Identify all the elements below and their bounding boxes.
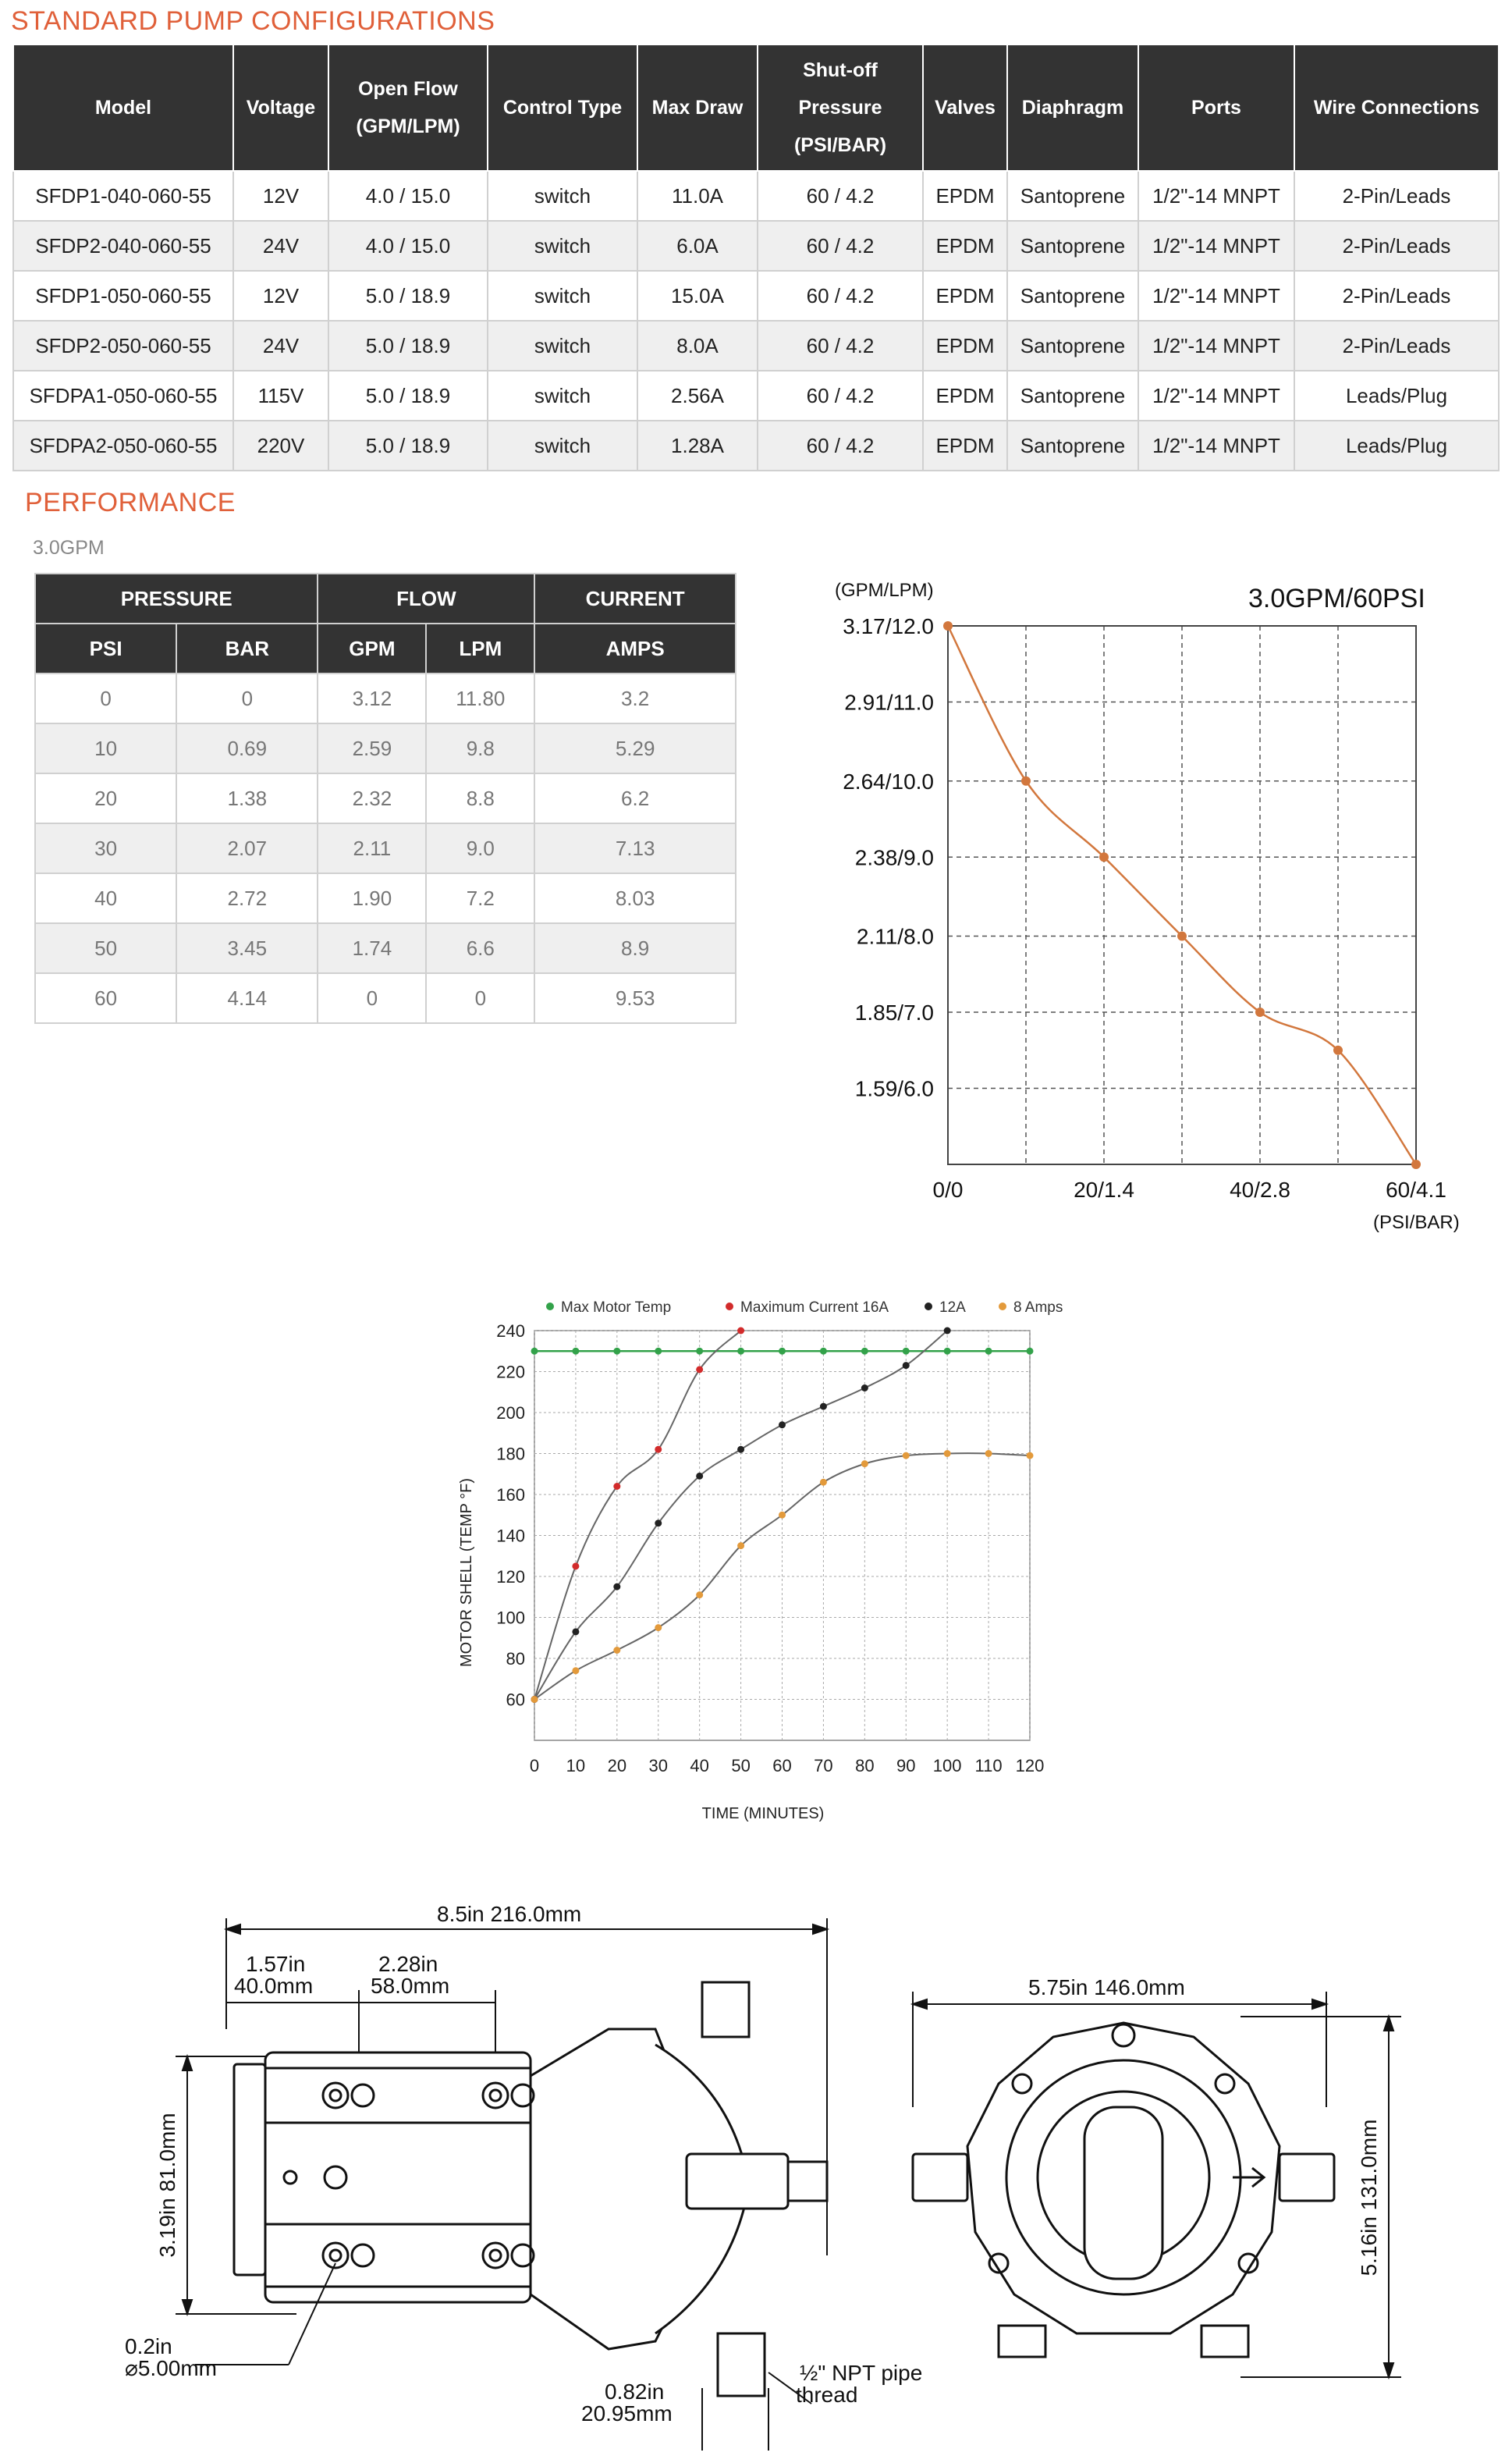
temp-chart-ylabel: MOTOR SHELL (TEMP °F) (458, 1477, 475, 1668)
perf-cell: 6.6 (426, 923, 534, 973)
perf-cell: 6.2 (534, 773, 736, 823)
flow-data-point (1099, 852, 1109, 862)
perf-cell: 3.2 (534, 674, 736, 723)
side-d2-in: 2.28in (378, 1952, 438, 1976)
side-d2-mm: 58.0mm (371, 1974, 450, 1998)
config-row (13, 271, 1499, 321)
perf-cell: 0 (426, 973, 534, 1023)
config-cell: Santoprene (1007, 421, 1138, 471)
temp-data-point (944, 1450, 951, 1457)
config-cell: 2.56A (637, 371, 758, 421)
config-col-header-line: Valves (935, 97, 996, 119)
config-cell: 5.0 / 18.9 (328, 321, 488, 371)
pump-side-view-drawing (109, 1889, 923, 2451)
temp-data-point (655, 1624, 662, 1631)
side-thread-line2: thread (796, 2383, 858, 2407)
perf-sub-header: GPM (318, 624, 426, 674)
perf-row (35, 674, 736, 723)
config-cell: 5.0 / 18.9 (328, 271, 488, 321)
config-col-header-line: Voltage (246, 97, 316, 119)
temp-data-point (531, 1696, 538, 1703)
temp-data-point (944, 1348, 951, 1355)
temp-legend-label: 12A (939, 1299, 966, 1316)
perf-cell: 2.59 (318, 723, 426, 773)
perf-row (35, 773, 736, 823)
temp-legend-marker (726, 1303, 733, 1310)
temp-y-tick-label: 60 (506, 1690, 525, 1710)
config-cell: 15.0A (637, 271, 758, 321)
config-cell: 5.0 / 18.9 (328, 421, 488, 471)
config-cell: 4.0 / 15.0 (328, 171, 488, 221)
flow-y-tick-label: 2.64/10.0 (843, 769, 934, 794)
perf-cell: 20 (35, 773, 176, 823)
config-cell: 11.0A (637, 171, 758, 221)
config-cell: Leads/Plug (1294, 371, 1499, 421)
config-cell: EPDM (923, 221, 1007, 271)
perf-sub-header: PSI (35, 624, 176, 674)
config-cell: 1/2"-14 MNPT (1138, 371, 1294, 421)
temp-data-point (737, 1542, 744, 1549)
config-cell: 60 / 4.2 (758, 421, 923, 471)
temp-x-tick-label: 80 (855, 1756, 875, 1775)
config-cell: 2-Pin/Leads (1294, 221, 1499, 271)
temp-data-point (572, 1348, 579, 1355)
perf-cell: 3.12 (318, 674, 426, 723)
config-col-header-line: (PSI/BAR) (793, 134, 887, 156)
side-overall-length: 8.5in 216.0mm (437, 1902, 582, 1926)
temp-y-tick-label: 240 (496, 1321, 525, 1341)
flow-data-point (1255, 1008, 1265, 1017)
config-cell: 60 / 4.2 (758, 171, 923, 221)
temp-y-tick-label: 160 (496, 1485, 525, 1505)
flow-y-tick-label: 1.85/7.0 (854, 1000, 934, 1025)
temp-data-point (613, 1348, 620, 1355)
perf-cell: 7.2 (426, 873, 534, 923)
config-cell: EPDM (923, 421, 1007, 471)
temp-x-tick-label: 50 (731, 1756, 751, 1775)
config-cell: 24V (233, 221, 328, 271)
temp-data-point (779, 1512, 786, 1519)
perf-cell: 60 (35, 973, 176, 1023)
perf-cell: 7.13 (534, 823, 736, 873)
temp-data-point (696, 1366, 703, 1373)
perf-cell: 0 (35, 674, 176, 723)
pump-front-view-drawing (897, 1951, 1412, 2388)
flow-y-tick-label: 2.38/9.0 (854, 845, 934, 870)
config-col-header (328, 44, 488, 171)
temp-data-point (613, 1647, 620, 1654)
perf-cell: 9.8 (426, 723, 534, 773)
temp-data-point (820, 1403, 827, 1410)
temp-data-point (613, 1483, 620, 1490)
perf-row (35, 723, 736, 773)
config-cell: 2-Pin/Leads (1294, 171, 1499, 221)
temp-x-tick-label: 120 (1015, 1756, 1045, 1775)
perf-cell: 2.72 (176, 873, 318, 923)
temp-data-point (1027, 1348, 1034, 1355)
side-port-in: 0.82in (605, 2379, 665, 2404)
config-cell: switch (488, 171, 637, 221)
config-cell: Santoprene (1007, 171, 1138, 221)
side-hole-in: 0.2in (125, 2334, 172, 2358)
temp-x-tick-label: 100 (932, 1756, 962, 1775)
temp-data-point (861, 1384, 868, 1391)
config-cell: SFDP1-050-060-55 (13, 271, 233, 321)
temp-x-tick-label: 90 (896, 1756, 916, 1775)
temp-data-point (861, 1348, 868, 1355)
perf-cell: 8.8 (426, 773, 534, 823)
flow-x-tick-label: 40/2.8 (1230, 1178, 1290, 1202)
config-col-header-line: Pressure (798, 97, 882, 119)
temp-legend-marker (999, 1303, 1006, 1310)
side-port-mm: 20.95mm (581, 2401, 673, 2426)
performance-subtitle: 3.0GPM (33, 537, 105, 559)
perf-sub-header: BAR (176, 624, 318, 674)
config-col-header-line: Shut-off (803, 59, 878, 81)
temp-data-point (1027, 1452, 1034, 1459)
config-col-header (488, 44, 637, 171)
config-cell: SFDPA2-050-060-55 (13, 421, 233, 471)
config-row (13, 171, 1499, 221)
config-col-header-line: Model (94, 97, 152, 119)
flow-y-tick-label: 2.11/8.0 (856, 924, 934, 949)
config-col-header-line: Control Type (502, 97, 623, 119)
perf-row (35, 973, 736, 1023)
temp-y-tick-label: 100 (496, 1608, 525, 1628)
temp-data-point (696, 1591, 703, 1598)
perf-cell: 9.0 (426, 823, 534, 873)
config-col-header-line: Ports (1191, 97, 1241, 119)
temp-data-point (655, 1519, 662, 1526)
temp-data-point (985, 1450, 992, 1457)
config-cell: Santoprene (1007, 321, 1138, 371)
config-cell: 24V (233, 321, 328, 371)
flow-y-tick-label: 2.91/11.0 (844, 690, 934, 715)
temp-data-point (655, 1348, 662, 1355)
front-height: 5.16in 131.0mm (1357, 2119, 1381, 2276)
config-cell: switch (488, 371, 637, 421)
config-row (13, 371, 1499, 421)
side-d1-mm: 40.0mm (234, 1974, 314, 1998)
config-col-header (1007, 44, 1138, 171)
perf-cell: 0 (176, 674, 318, 723)
temp-x-tick-label: 70 (814, 1756, 833, 1775)
perf-group-header: FLOW (318, 574, 534, 624)
perf-sub-header: AMPS (534, 624, 736, 674)
performance-sub-header-row (35, 624, 736, 674)
perf-cell: 5.29 (534, 723, 736, 773)
temp-y-tick-label: 80 (506, 1649, 525, 1669)
config-row (13, 221, 1499, 271)
config-cell: 60 / 4.2 (758, 271, 923, 321)
perf-row (35, 873, 736, 923)
config-cell: 220V (233, 421, 328, 471)
flow-data-point (1177, 932, 1187, 941)
config-cell: 1.28A (637, 421, 758, 471)
config-cell: SFDPA1-050-060-55 (13, 371, 233, 421)
temp-data-point (737, 1446, 744, 1453)
performance-section-title: PERFORMANCE (25, 488, 236, 517)
temp-legend-marker (925, 1303, 932, 1310)
temp-data-point (572, 1628, 579, 1635)
temp-data-point (985, 1348, 992, 1355)
config-col-header (923, 44, 1007, 171)
config-col-header-line: Wire Connections (1313, 97, 1480, 119)
pump-front-body (913, 2023, 1334, 2357)
temp-data-point (531, 1348, 538, 1355)
temp-data-point (779, 1348, 786, 1355)
config-section-title: STANDARD PUMP CONFIGURATIONS (11, 6, 495, 36)
perf-cell: 8.9 (534, 923, 736, 973)
temp-data-point (696, 1473, 703, 1480)
perf-cell: 2.11 (318, 823, 426, 873)
flow-chart-ylabel: (GPM/LPM) (835, 580, 934, 601)
config-col-header (13, 44, 233, 171)
config-cell: SFDP1-040-060-55 (13, 171, 233, 221)
config-cell: 1/2"-14 MNPT (1138, 171, 1294, 221)
flow-vs-pressure-chart (827, 570, 1482, 1241)
temp-data-point (737, 1327, 744, 1335)
config-cell: Santoprene (1007, 371, 1138, 421)
temp-legend-marker (546, 1303, 554, 1310)
temp-data-point (944, 1327, 951, 1335)
perf-cell: 2.32 (318, 773, 426, 823)
flow-chart-xlabel: (PSI/BAR) (1373, 1212, 1460, 1233)
config-col-header-line: Open Flow (358, 78, 458, 100)
temp-data-point (655, 1446, 662, 1453)
config-cell: Santoprene (1007, 221, 1138, 271)
perf-row (35, 823, 736, 873)
temp-data-point (779, 1421, 786, 1428)
performance-table (34, 573, 736, 1024)
flow-data-point (943, 621, 953, 631)
side-thread-line1: ½" NPT pipe (800, 2361, 923, 2385)
config-cell: 115V (233, 371, 328, 421)
perf-cell: 30 (35, 823, 176, 873)
perf-cell: 0 (318, 973, 426, 1023)
config-cell: 12V (233, 271, 328, 321)
config-cell: 1/2"-14 MNPT (1138, 271, 1294, 321)
flow-data-point (1411, 1160, 1421, 1169)
config-col-header (1294, 44, 1499, 171)
flow-x-tick-label: 60/4.1 (1386, 1178, 1446, 1202)
temp-x-tick-label: 10 (566, 1756, 586, 1775)
config-cell: 4.0 / 15.0 (328, 221, 488, 271)
config-cell: 12V (233, 171, 328, 221)
perf-group-header: CURRENT (534, 574, 736, 624)
temp-y-tick-label: 180 (496, 1444, 525, 1464)
config-cell: EPDM (923, 371, 1007, 421)
config-col-header-line: (GPM/LPM) (356, 116, 460, 137)
temp-x-tick-label: 110 (974, 1756, 1003, 1775)
config-cell: EPDM (923, 321, 1007, 371)
config-cell: SFDP2-040-060-55 (13, 221, 233, 271)
config-cell: 8.0A (637, 321, 758, 371)
pump-config-table (12, 44, 1500, 471)
temp-y-tick-label: 140 (496, 1526, 525, 1546)
temp-y-tick-label: 220 (496, 1362, 525, 1382)
temp-legend-label: Max Motor Temp (561, 1299, 672, 1316)
config-row (13, 421, 1499, 471)
perf-cell: 9.53 (534, 973, 736, 1023)
config-row (13, 321, 1499, 371)
temp-data-point (903, 1362, 910, 1369)
perf-cell: 1.38 (176, 773, 318, 823)
config-cell: 2-Pin/Leads (1294, 271, 1499, 321)
perf-sub-header: LPM (426, 624, 534, 674)
config-cell: Santoprene (1007, 271, 1138, 321)
temp-chart-xlabel: TIME (MINUTES) (701, 1805, 825, 1822)
temp-data-point (820, 1348, 827, 1355)
temp-data-point (613, 1583, 620, 1590)
flow-x-tick-label: 20/1.4 (1074, 1178, 1134, 1202)
perf-cell: 1.74 (318, 923, 426, 973)
temp-x-tick-label: 30 (648, 1756, 668, 1775)
config-cell: 60 / 4.2 (758, 221, 923, 271)
flow-data-point (1333, 1046, 1343, 1055)
config-cell: switch (488, 221, 637, 271)
config-col-header-line: Max Draw (651, 97, 744, 119)
perf-group-header: PRESSURE (35, 574, 318, 624)
config-col-header (758, 44, 923, 171)
perf-cell: 0.69 (176, 723, 318, 773)
config-cell: EPDM (923, 171, 1007, 221)
temp-legend-label: 8 Amps (1013, 1299, 1063, 1316)
flow-x-tick-label: 0/0 (932, 1178, 964, 1202)
config-cell: EPDM (923, 271, 1007, 321)
flow-y-tick-label: 1.59/6.0 (854, 1076, 934, 1101)
config-cell: Leads/Plug (1294, 421, 1499, 471)
temp-x-tick-label: 0 (529, 1756, 540, 1775)
motor-temp-chart (437, 1288, 1061, 1834)
perf-cell: 1.90 (318, 873, 426, 923)
temp-data-point (903, 1452, 910, 1459)
temp-data-point (572, 1562, 579, 1569)
config-col-header-line: Diaphragm (1021, 97, 1124, 119)
pump-side-body (234, 1982, 827, 2396)
perf-cell: 40 (35, 873, 176, 923)
perf-cell: 2.07 (176, 823, 318, 873)
flow-y-tick-label: 3.17/12.0 (843, 614, 934, 638)
side-d1-in: 1.57in (246, 1952, 306, 1976)
side-hole-mm: ⌀5.00mm (125, 2356, 218, 2380)
config-cell: 60 / 4.2 (758, 321, 923, 371)
perf-cell: 10 (35, 723, 176, 773)
flow-chart-title: 3.0GPM/60PSI (1248, 584, 1425, 613)
config-cell: 1/2"-14 MNPT (1138, 221, 1294, 271)
temp-y-tick-label: 200 (496, 1403, 525, 1423)
perf-cell: 50 (35, 923, 176, 973)
config-col-header (637, 44, 758, 171)
config-cell: 60 / 4.2 (758, 371, 923, 421)
temp-data-point (737, 1348, 744, 1355)
config-cell: 1/2"-14 MNPT (1138, 321, 1294, 371)
perf-cell: 8.03 (534, 873, 736, 923)
flow-data-point (1021, 777, 1031, 786)
config-col-header (1138, 44, 1294, 171)
temp-data-point (572, 1667, 579, 1674)
temp-x-tick-label: 40 (690, 1756, 709, 1775)
temp-data-point (696, 1348, 703, 1355)
config-cell: 6.0A (637, 221, 758, 271)
config-cell: 5.0 / 18.9 (328, 371, 488, 421)
perf-row (35, 923, 736, 973)
temp-legend-label: Maximum Current 16A (740, 1299, 889, 1316)
perf-cell: 11.80 (426, 674, 534, 723)
config-col-header (233, 44, 328, 171)
perf-cell: 3.45 (176, 923, 318, 973)
config-cell: SFDP2-050-060-55 (13, 321, 233, 371)
temp-y-tick-label: 120 (496, 1567, 525, 1587)
config-cell: 2-Pin/Leads (1294, 321, 1499, 371)
temp-x-tick-label: 20 (607, 1756, 627, 1775)
config-cell: switch (488, 321, 637, 371)
temp-data-point (903, 1348, 910, 1355)
temp-data-point (820, 1479, 827, 1486)
config-cell: 1/2"-14 MNPT (1138, 421, 1294, 471)
side-height: 3.19in 81.0mm (155, 2113, 179, 2258)
config-cell: switch (488, 271, 637, 321)
config-header-row (13, 44, 1499, 171)
config-cell: switch (488, 421, 637, 471)
performance-group-header-row (35, 574, 736, 624)
temp-x-tick-label: 60 (772, 1756, 792, 1775)
front-width: 5.75in 146.0mm (1028, 1975, 1185, 1999)
perf-cell: 4.14 (176, 973, 318, 1023)
temp-data-point (861, 1460, 868, 1467)
